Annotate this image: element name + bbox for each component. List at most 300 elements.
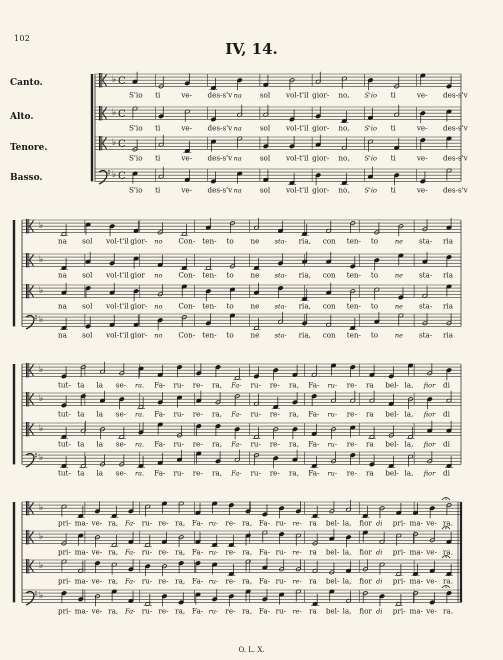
note: [215, 365, 220, 377]
note: [368, 78, 373, 90]
note: [331, 427, 336, 439]
note: [237, 78, 242, 90]
lyric-syllable: Fa-: [154, 380, 166, 390]
lyric-syllable: sol: [82, 236, 93, 246]
lyric-syllable: ra,: [175, 606, 186, 616]
lyric-syllable: ne: [250, 236, 260, 246]
note: [212, 589, 217, 601]
note: [361, 506, 369, 518]
lyric-syllable: se-: [115, 380, 127, 390]
note: [368, 427, 376, 439]
note: [279, 506, 284, 518]
lyric-syllable: bel-: [385, 409, 399, 419]
lyric-syllable: ti: [155, 153, 161, 163]
lyric-syllable: ra: [309, 606, 317, 616]
note: [215, 424, 220, 436]
note: [254, 283, 259, 295]
note: [254, 218, 259, 230]
staff-3-4: [22, 450, 461, 478]
note: [230, 287, 235, 299]
note: [368, 108, 373, 120]
lyric-syllable: ve-: [91, 547, 103, 557]
note: [398, 253, 403, 265]
staff-2-2: [22, 252, 461, 280]
note: [408, 363, 413, 375]
note: [158, 222, 163, 234]
lyric-syllable: ru-: [173, 468, 184, 478]
note: [137, 397, 145, 409]
lyric-syllable: ti: [155, 90, 161, 100]
lyric-syllable: di: [376, 607, 383, 616]
lyric-syllable: bel-: [325, 606, 340, 616]
note: [296, 501, 301, 513]
lyric-syllable: sta-: [418, 330, 433, 340]
note: [407, 427, 415, 439]
lyric-syllable: S'io: [364, 91, 377, 100]
note: [132, 139, 137, 151]
note: [342, 138, 347, 150]
note: [363, 530, 368, 542]
lyric-syllable: ra.: [443, 576, 454, 586]
note: [144, 535, 152, 547]
lyric-syllable: vol-t'il: [286, 185, 309, 195]
note: [204, 258, 212, 270]
lyric-syllable: ra,: [212, 380, 223, 390]
note: [289, 136, 294, 148]
lyric-syllable: ma-: [74, 606, 89, 616]
note: [279, 559, 284, 571]
note: [61, 395, 66, 407]
lyric-syllable: vol-t'il: [286, 123, 309, 133]
note: [158, 167, 163, 179]
note: [178, 561, 183, 573]
note: [315, 106, 320, 118]
note: [119, 397, 124, 409]
note: [245, 533, 250, 545]
note: [132, 72, 137, 84]
lyric-syllable: re-: [158, 576, 169, 586]
lyric-syllable: ru-: [327, 469, 338, 478]
note: [387, 456, 395, 468]
flat-key-icon: ♭: [39, 365, 44, 376]
lyric-syllable: des-s'v: [207, 153, 233, 163]
note: [109, 315, 114, 327]
note: [374, 287, 379, 299]
lyric-syllable: des-s'v: [443, 90, 468, 100]
lyric-syllable: ra,: [289, 439, 300, 449]
system-1: [92, 72, 469, 195]
lyric-syllable: na: [233, 124, 242, 133]
staff-2-1: [22, 218, 461, 246]
lyric-syllable: ne: [250, 270, 260, 280]
lyric-syllable: bel-: [325, 576, 340, 586]
lyric-syllable: gior-: [312, 153, 330, 163]
lyric-syllable: tut-: [58, 468, 71, 478]
lyric-syllable: ve-: [416, 185, 428, 195]
lyric-syllable: ti: [155, 185, 161, 195]
note: [110, 535, 118, 547]
lyric-syllable: ra: [309, 518, 317, 528]
lyric-syllable: vol-t'il: [286, 90, 309, 100]
lyric-syllable: na: [58, 236, 67, 246]
lyric-syllable: sta-: [274, 271, 287, 280]
note: [427, 421, 432, 433]
note: [278, 221, 283, 233]
lyric-syllable: gior-: [312, 90, 330, 100]
lyric-syllable: ru-: [275, 606, 287, 616]
lyric-syllable: gior: [130, 270, 145, 280]
note: [329, 589, 334, 601]
lyric-syllable: pri-: [58, 518, 71, 528]
lyric-syllable: Fa-: [154, 409, 166, 419]
note: [235, 450, 240, 462]
lyric-syllable: vol-t'il: [286, 153, 309, 163]
lyric-syllable: ve-: [181, 185, 193, 195]
note: [137, 456, 145, 468]
lyric-syllable: des-s'v: [443, 185, 468, 195]
note: [206, 313, 211, 325]
lyric-syllable: ne: [394, 331, 404, 340]
lyric-syllable: tut-: [58, 380, 71, 390]
voice-label-alto: Alto.: [10, 112, 34, 122]
lyric-syllable: di: [443, 409, 450, 419]
note: [195, 503, 200, 515]
lyric-syllable: ra,: [242, 547, 253, 557]
note: [162, 532, 167, 544]
note: [230, 256, 235, 268]
system-4: [14, 498, 461, 616]
note: [132, 171, 137, 183]
note: [326, 315, 331, 327]
staff-1-4: [95, 167, 469, 195]
lyric-syllable: Fa-: [124, 548, 136, 557]
note: [61, 591, 66, 603]
note: [158, 392, 163, 404]
lyric-syllable: la: [96, 380, 104, 390]
note: [227, 564, 235, 576]
lyric-syllable: to: [370, 301, 379, 311]
flat-key-icon: ♭: [39, 394, 44, 405]
lyric-syllable: sta-: [418, 270, 433, 280]
note: [112, 562, 117, 574]
note: [422, 219, 427, 231]
lyric-syllable: ru-: [327, 440, 338, 449]
note: [253, 258, 261, 270]
lyric-syllable: ra.: [443, 606, 454, 616]
note: [427, 397, 432, 409]
lyric-syllable: ra.: [443, 547, 454, 557]
lyric-syllable: Fa-: [231, 469, 242, 478]
lyric-syllable: S'io: [129, 90, 143, 100]
note: [331, 363, 336, 375]
note: [145, 504, 150, 516]
note: [279, 592, 284, 604]
lyric-syllable: ria,: [298, 270, 311, 280]
note: [350, 289, 355, 301]
lyric-syllable: ti: [390, 185, 396, 195]
note: [288, 173, 296, 185]
lyric-syllable: ve-: [426, 606, 438, 616]
lyric-syllable: na: [58, 270, 67, 280]
lyric-syllable: ru-: [208, 607, 219, 616]
lyric-syllable: sol: [259, 153, 271, 163]
lyric-syllable: re-: [225, 547, 236, 557]
note: [363, 591, 368, 603]
lyric-syllable: re-: [292, 548, 302, 557]
lyric-syllable: ra: [366, 409, 374, 419]
lyric-syllable: fior: [359, 576, 372, 586]
lyric-syllable: di: [376, 519, 383, 528]
lyric-syllable: se-: [115, 468, 127, 478]
lyric-syllable: ru-: [250, 468, 261, 478]
note: [245, 501, 250, 513]
lyric-syllable: sol: [82, 330, 93, 340]
note: [145, 564, 150, 576]
lyric-syllable: ru-: [141, 576, 153, 586]
lyric-syllable: Fa-: [231, 440, 242, 449]
common-time-icon: C: [118, 76, 126, 88]
note: [109, 224, 114, 236]
lyric-syllable: Fa-: [154, 468, 166, 478]
note: [363, 559, 368, 571]
note: [177, 395, 182, 407]
lyric-syllable: no: [154, 331, 163, 340]
lyric-syllable: S'io: [364, 154, 377, 163]
note: [180, 224, 188, 236]
lyric-syllable: di: [376, 548, 383, 557]
note: [158, 365, 163, 377]
lyric-syllable: la: [96, 409, 104, 419]
note: [379, 562, 384, 574]
note: [254, 453, 259, 465]
note: [253, 318, 261, 330]
note: [350, 221, 355, 233]
note: [446, 503, 451, 515]
lyric-syllable: ra,: [212, 439, 223, 449]
lyric-syllable: vol-t'il: [106, 330, 129, 340]
lyric-syllable: gior-: [312, 185, 330, 195]
note: [183, 141, 191, 153]
note: [185, 170, 190, 182]
note: [133, 256, 138, 268]
note: [389, 366, 394, 378]
flat-key-icon: ♭: [39, 255, 44, 266]
note: [398, 224, 403, 236]
note: [95, 561, 100, 573]
note: [133, 315, 138, 327]
note: [395, 594, 403, 606]
note: [349, 318, 357, 330]
note: [326, 252, 331, 264]
lyric-syllable: ve-: [426, 547, 438, 557]
lyric-syllable: la: [96, 439, 104, 449]
note: [292, 450, 297, 462]
note: [446, 76, 451, 88]
note: [292, 392, 297, 404]
lyric-syllable: ve-: [91, 606, 103, 616]
note: [245, 589, 250, 601]
note: [196, 451, 201, 463]
lyric-syllable: Fa-: [258, 547, 271, 557]
lyric-syllable: ru-: [275, 547, 287, 557]
note: [212, 501, 217, 513]
lyric-syllable: re-: [192, 409, 203, 419]
note: [262, 504, 267, 516]
lyric-syllable: ra,: [212, 468, 223, 478]
note: [312, 424, 317, 436]
lyric-syllable: la,: [342, 518, 352, 528]
note: [396, 503, 401, 515]
note: [128, 559, 133, 571]
lyric-syllable: re-: [346, 409, 357, 419]
note: [369, 365, 374, 377]
lyric-syllable: ra,: [289, 409, 300, 419]
lyric-syllable: no,: [338, 153, 350, 163]
lyric-syllable: sol: [259, 90, 271, 100]
note: [446, 313, 451, 325]
note: [95, 594, 100, 606]
note: [422, 313, 427, 325]
lyric-syllable: re-: [269, 468, 280, 478]
note: [177, 425, 182, 437]
note: [119, 454, 124, 466]
note: [177, 450, 182, 462]
note: [420, 73, 425, 85]
lyric-syllable: ta: [77, 409, 85, 419]
note: [292, 427, 297, 439]
note: [128, 591, 133, 603]
note: [289, 78, 294, 90]
note: [445, 456, 453, 468]
note: [422, 252, 427, 264]
note: [177, 365, 182, 377]
lyric-syllable: ve-: [91, 518, 103, 528]
common-time-icon: C: [118, 139, 126, 151]
note: [374, 222, 379, 234]
lyric-syllable: bel-: [385, 468, 399, 478]
note: [368, 139, 373, 151]
note: [138, 422, 143, 434]
lyric-syllable: con: [322, 236, 336, 246]
note: [227, 535, 235, 547]
lyric-syllable: ria,: [298, 301, 311, 311]
lyric-syllable: to: [370, 330, 379, 340]
note: [211, 535, 219, 547]
lyric-syllable: la: [96, 468, 104, 478]
lyric-syllable: ru-: [327, 410, 338, 419]
note: [312, 365, 317, 377]
lyric-syllable: ra,: [289, 468, 300, 478]
note: [110, 506, 118, 518]
note: [215, 392, 220, 404]
system-2: [14, 218, 461, 340]
note: [346, 561, 351, 573]
note: [422, 286, 427, 298]
lyric-syllable: ru-: [173, 380, 184, 390]
staff-1-3: [95, 135, 469, 163]
lyric-syllable: na: [233, 186, 242, 195]
note: [413, 532, 418, 544]
note: [262, 589, 267, 601]
note: [296, 533, 301, 545]
lyric-syllable: con: [322, 270, 336, 280]
note: [420, 111, 425, 123]
lyric-syllable: na: [233, 91, 242, 100]
lyric-syllable: re-: [346, 439, 357, 449]
lyric-syllable: bel-: [325, 547, 340, 557]
lyric-syllable: ru-: [141, 547, 153, 557]
note: [374, 258, 379, 270]
lyric-syllable: sta-: [274, 302, 287, 311]
note: [195, 561, 200, 573]
note: [61, 366, 66, 378]
note: [77, 506, 85, 518]
staff-2-3: [22, 283, 461, 311]
lyric-syllable: re-: [225, 518, 236, 528]
note: [233, 368, 241, 380]
note: [430, 530, 435, 542]
note: [420, 171, 425, 183]
lyric-syllable: ru-: [173, 439, 184, 449]
note: [128, 532, 133, 544]
flat-key-icon: ♭: [39, 286, 44, 297]
lyric-syllable: pri-: [392, 547, 406, 557]
note: [369, 391, 374, 403]
lyric-syllable: ru-: [250, 380, 261, 390]
lyric-syllable: Fa-: [231, 381, 242, 390]
staff-4-4: [22, 586, 461, 616]
voice-label-canto: Canto.: [10, 78, 43, 88]
lyric-syllable: pri-: [58, 576, 71, 586]
lyric-syllable: ra,: [175, 576, 186, 586]
note: [350, 256, 355, 268]
note: [158, 318, 163, 330]
lyric-syllable: Con-: [178, 236, 196, 246]
lyric-syllable: ru-: [208, 577, 219, 586]
lyric-syllable: no: [154, 271, 163, 280]
lyric-syllable: ta: [77, 468, 85, 478]
lyric-syllable: re-: [292, 607, 302, 616]
lyric-syllable: S'io: [129, 185, 143, 195]
lyric-syllable: ra,: [242, 606, 253, 616]
note: [195, 532, 200, 544]
note: [427, 451, 432, 463]
lyric-syllable: ne: [394, 302, 404, 311]
lyric-syllable: des-s'v: [207, 123, 233, 133]
note: [296, 589, 301, 601]
lyric-syllable: to: [370, 236, 379, 246]
note: [413, 503, 418, 515]
note: [162, 594, 167, 606]
lyric-syllable: ra: [366, 439, 374, 449]
note: [350, 425, 355, 437]
lyric-syllable: re-: [269, 409, 280, 419]
lyric-syllable: bel-: [325, 518, 340, 528]
lyric-syllable: Fa-: [308, 439, 320, 449]
lyric-syllable: re-: [158, 547, 169, 557]
lyric-syllable: ria: [443, 330, 454, 340]
lyric-syllable: ta: [77, 380, 85, 390]
note: [158, 255, 163, 267]
lyric-syllable: to: [226, 236, 234, 246]
note: [340, 111, 348, 123]
lyric-syllable: Fa-: [191, 576, 204, 586]
note: [413, 591, 418, 603]
lyric-syllable: to: [226, 301, 234, 311]
lyric-syllable: ra,: [212, 409, 223, 419]
note: [446, 109, 451, 121]
note: [133, 221, 138, 233]
